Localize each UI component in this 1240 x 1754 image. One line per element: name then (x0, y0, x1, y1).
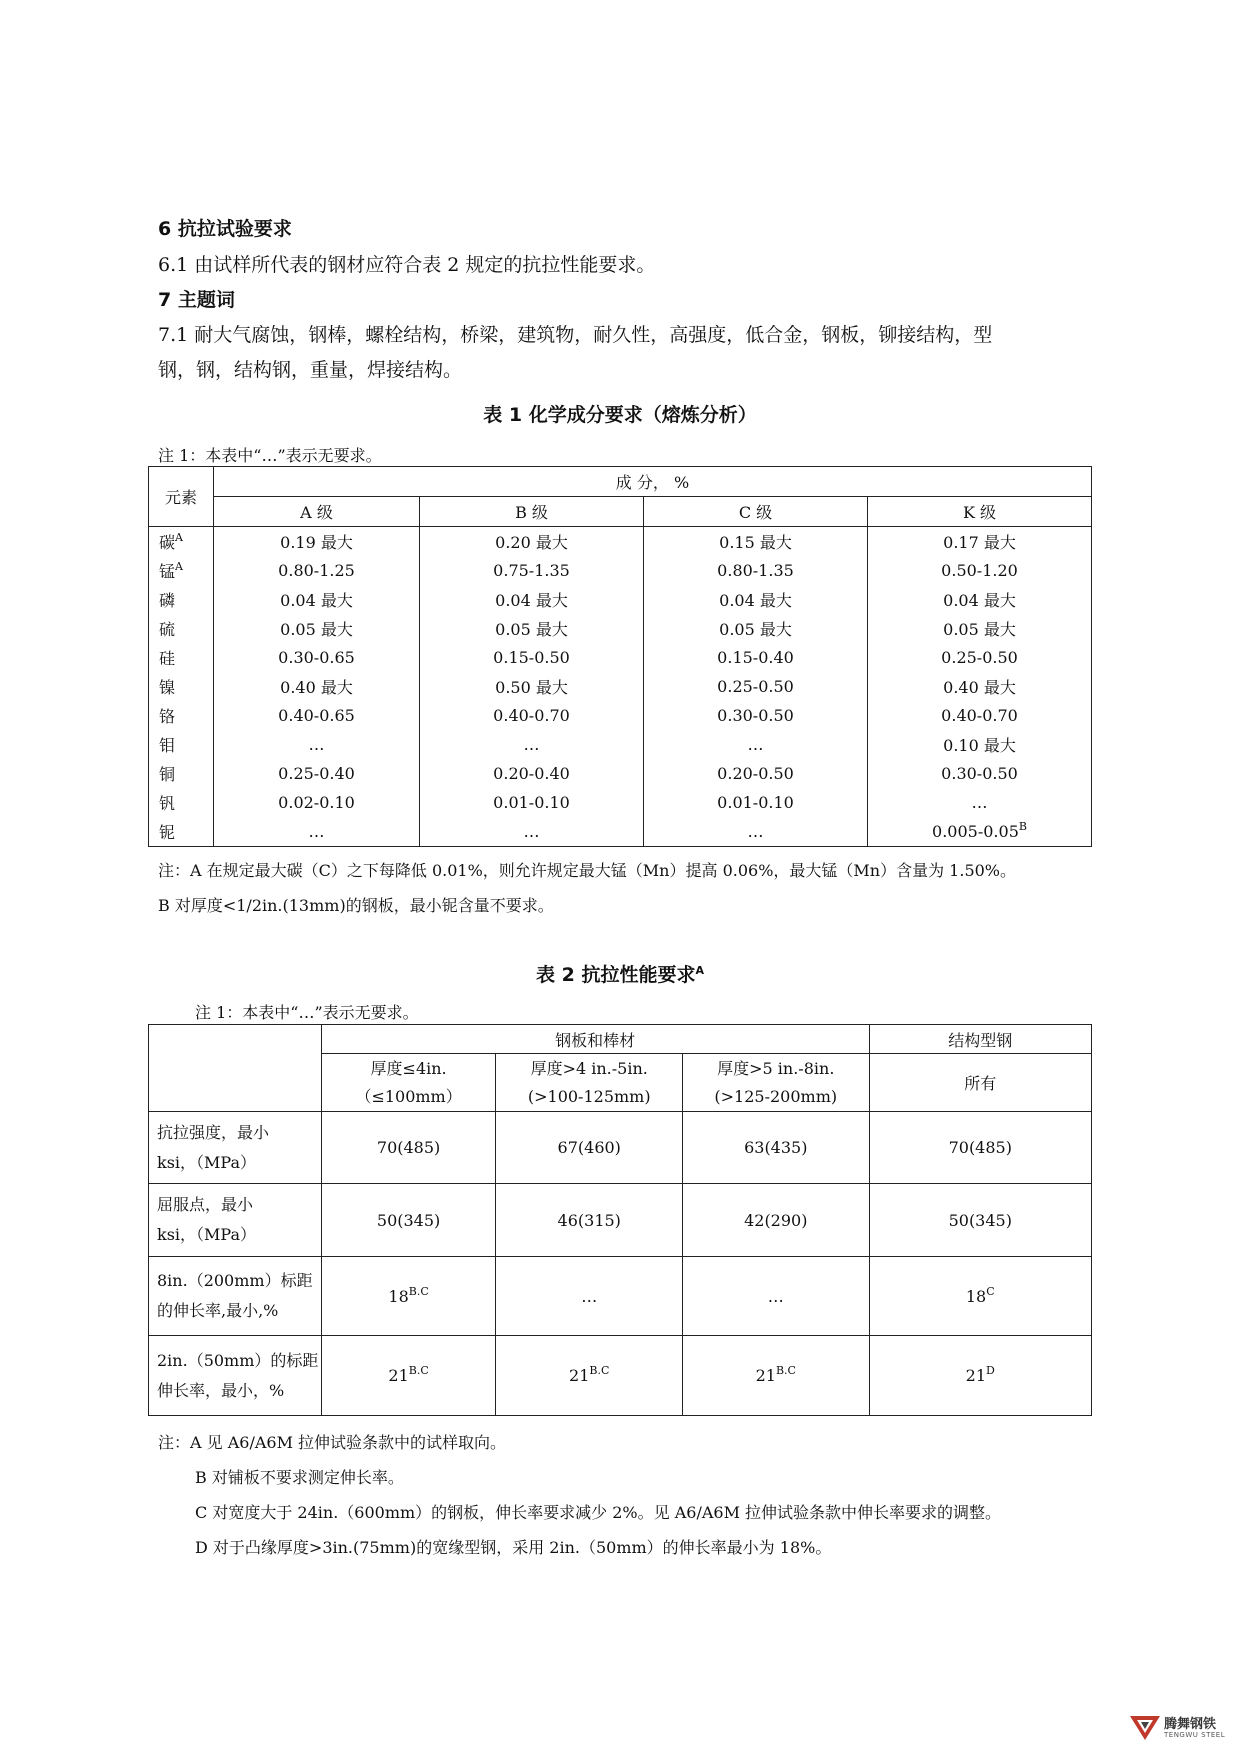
section-7-paragraph-line1: 7.1 耐大气腐蚀，钢棒，螺栓结构，桥梁，建筑物，耐久性，高强度，低合金，钢板，铆接结构，型 (158, 324, 993, 346)
table2-note-b: B 对铺板不要求测定伸长率。 (195, 1468, 404, 1487)
table2-note-d: D 对于凸缘厚度>3in.(75mm)的宽缘型钢，采用 2in.（50mm）的伸长率最小为 18%。 (195, 1538, 832, 1557)
value-cell: 0.75-1.35 (420, 556, 644, 585)
value-cell: 0.20-0.50 (644, 759, 868, 788)
logo-mark-icon (1128, 1712, 1162, 1742)
row-label: 2in.（50mm）的标距 伸长率，最小，% (149, 1336, 322, 1416)
table-row (149, 1184, 1092, 1257)
value-cell: 0.50-1.20 (868, 556, 1092, 585)
value-cell: 0.10 最大 (868, 730, 1092, 759)
value-cell: 0.04 最大 (214, 585, 420, 614)
section-6-heading: 6 抗拉试验要求 (158, 218, 292, 240)
table1-note: 注 1：本表中“…”表示无要求。 (158, 446, 382, 465)
table-row (149, 788, 1092, 817)
col-header: 厚度>5 in.-8in. (>125-200mm) (683, 1054, 870, 1112)
value-cell: … (214, 730, 420, 759)
table-row (149, 759, 1092, 788)
element-cell: 磷 (149, 585, 214, 614)
value-cell: 0.05 最大 (644, 614, 868, 643)
table1-caption: 表 1 化学成分要求（熔炼分析） (483, 404, 757, 426)
table2-note-c: C 对宽度大于 24in.（600mm）的钢板，伸长率要求减少 2%。见 A6/A6M 拉伸试验条款中伸长率要求的调整。 (195, 1503, 1002, 1522)
grade-header: C 级 (644, 497, 868, 527)
value-cell: 0.15 最大 (644, 527, 868, 557)
table1-footnote-a: 注：A 在规定最大碳（C）之下每降低 0.01%，则允许规定最大锰（Mn）提高 0.06%，最大锰（Mn）含量为 1.50%。 (158, 861, 1017, 880)
table2-note: 注 1：本表中“…”表示无要求。 (195, 1003, 419, 1022)
value-cell: $21^{B.C}$ (321, 1336, 496, 1416)
section-7-paragraph-line2: 钢，钢，结构钢，重量，焊接结构。 (158, 359, 463, 381)
grade-header: A 级 (214, 497, 420, 527)
value-cell: $21^D$ (869, 1336, 1091, 1416)
value-cell: 67(460) (496, 1112, 683, 1184)
value-cell: 0.30-0.50 (868, 759, 1092, 788)
table-row (149, 701, 1092, 730)
section-7-heading: 7 主题词 (158, 289, 235, 311)
value-cell: … (420, 817, 644, 847)
value-cell: $21^{B.C}$ (496, 1336, 683, 1416)
value-cell: 0.25-0.50 (644, 672, 868, 701)
value-cell: 0.20 最大 (420, 527, 644, 557)
value-cell: 70(485) (869, 1112, 1091, 1184)
section-6-paragraph: 6.1 由试样所代表的钢材应符合表 2 规定的抗拉性能要求。 (158, 254, 656, 276)
value-cell: 0.17 最大 (868, 527, 1092, 557)
value-cell: … (496, 1257, 683, 1336)
row-label: 8in.（200mm）标距 的伸长率,最小,% (149, 1257, 322, 1336)
composition-header: 成 分， % (214, 467, 1092, 497)
table-row (149, 614, 1092, 643)
value-cell: $18^{B.C}$ (321, 1257, 496, 1336)
value-cell: 0.01-0.10 (420, 788, 644, 817)
col-header: 厚度≤4in. （≤100mm） (321, 1054, 496, 1112)
row-label: 抗拉强度，最小 ksi，（MPa） (149, 1112, 322, 1184)
value-cell: 0.25-0.40 (214, 759, 420, 788)
col-header: 厚度>4 in.-5in. (>100-125mm) (496, 1054, 683, 1112)
corner-cell (149, 1025, 322, 1112)
value-cell: … (644, 730, 868, 759)
chemical-composition-table (148, 466, 1092, 847)
logo-en-text: TENGWU STEEL (1164, 1731, 1226, 1739)
value-cell: 0.40-0.70 (420, 701, 644, 730)
col-header: 所有 (869, 1054, 1091, 1112)
value-cell: 50(345) (321, 1184, 496, 1257)
group-header-shapes: 结构型钢 (869, 1025, 1091, 1054)
value-cell: 42(290) (683, 1184, 870, 1257)
row-label: 屈服点，最小 ksi，（MPa） (149, 1184, 322, 1257)
element-cell: 碳$^A$ (149, 527, 214, 557)
table-row (149, 1257, 1092, 1336)
value-cell: 0.40-0.70 (868, 701, 1092, 730)
value-cell: 0.01-0.10 (644, 788, 868, 817)
table-row (149, 1112, 1092, 1184)
value-cell: 0.40 最大 (868, 672, 1092, 701)
value-cell: 0.80-1.25 (214, 556, 420, 585)
value-cell: $0.005-0.05^B$ (868, 817, 1092, 847)
value-cell: 0.15-0.50 (420, 643, 644, 672)
value-cell: 0.50 最大 (420, 672, 644, 701)
value-cell: $21^{B.C}$ (683, 1336, 870, 1416)
value-cell: 0.30-0.65 (214, 643, 420, 672)
table2-note-a: 注：A 见 A6/A6M 拉伸试验条款中的试样取向。 (158, 1433, 507, 1452)
table-row (149, 817, 1092, 847)
element-cell: 镍 (149, 672, 214, 701)
value-cell: 63(435) (683, 1112, 870, 1184)
group-header-plates-bars: 钢板和棒材 (321, 1025, 869, 1054)
value-cell: 0.05 最大 (868, 614, 1092, 643)
value-cell: … (420, 730, 644, 759)
value-cell: 0.25-0.50 (868, 643, 1092, 672)
table1-footnote-b: B 对厚度<1/2in.(13mm)的钢板，最小铌含量不要求。 (158, 896, 554, 915)
value-cell: 0.04 最大 (420, 585, 644, 614)
table-row (149, 585, 1092, 614)
value-cell: 0.05 最大 (214, 614, 420, 643)
value-cell: 50(345) (869, 1184, 1091, 1257)
value-cell: 0.40-0.65 (214, 701, 420, 730)
element-cell: 硫 (149, 614, 214, 643)
tensile-requirements-table (148, 1024, 1092, 1416)
value-cell: 70(485) (321, 1112, 496, 1184)
value-cell: 0.04 最大 (644, 585, 868, 614)
value-cell: … (683, 1257, 870, 1336)
company-logo (1128, 1712, 1228, 1742)
element-cell: 锰$^A$ (149, 556, 214, 585)
element-header: 元素 (149, 467, 214, 527)
value-cell: 46(315) (496, 1184, 683, 1257)
value-cell: 0.40 最大 (214, 672, 420, 701)
value-cell: 0.05 最大 (420, 614, 644, 643)
value-cell: … (214, 817, 420, 847)
table-row (149, 1336, 1092, 1416)
value-cell: 0.19 最大 (214, 527, 420, 557)
value-cell: 0.20-0.40 (420, 759, 644, 788)
table-row (149, 643, 1092, 672)
table-row (149, 527, 1092, 557)
element-cell: 铬 (149, 701, 214, 730)
value-cell: … (868, 788, 1092, 817)
value-cell: 0.04 最大 (868, 585, 1092, 614)
table-row (149, 730, 1092, 759)
element-cell: 钼 (149, 730, 214, 759)
grade-header: B 级 (420, 497, 644, 527)
value-cell: 0.02-0.10 (214, 788, 420, 817)
table2-caption: 表 2 抗拉性能要求$^A$ (536, 964, 704, 986)
element-cell: 钒 (149, 788, 214, 817)
element-cell: 铌 (149, 817, 214, 847)
value-cell: 0.15-0.40 (644, 643, 868, 672)
logo-cn-text: 腾舞钢铁 (1164, 1717, 1217, 1732)
value-cell: 0.80-1.35 (644, 556, 868, 585)
value-cell: 0.30-0.50 (644, 701, 868, 730)
element-cell: 硅 (149, 643, 214, 672)
grade-header: K 级 (868, 497, 1092, 527)
table-row (149, 556, 1092, 585)
element-cell: 铜 (149, 759, 214, 788)
value-cell: $18^C$ (869, 1257, 1091, 1336)
table-row (149, 672, 1092, 701)
value-cell: … (644, 817, 868, 847)
